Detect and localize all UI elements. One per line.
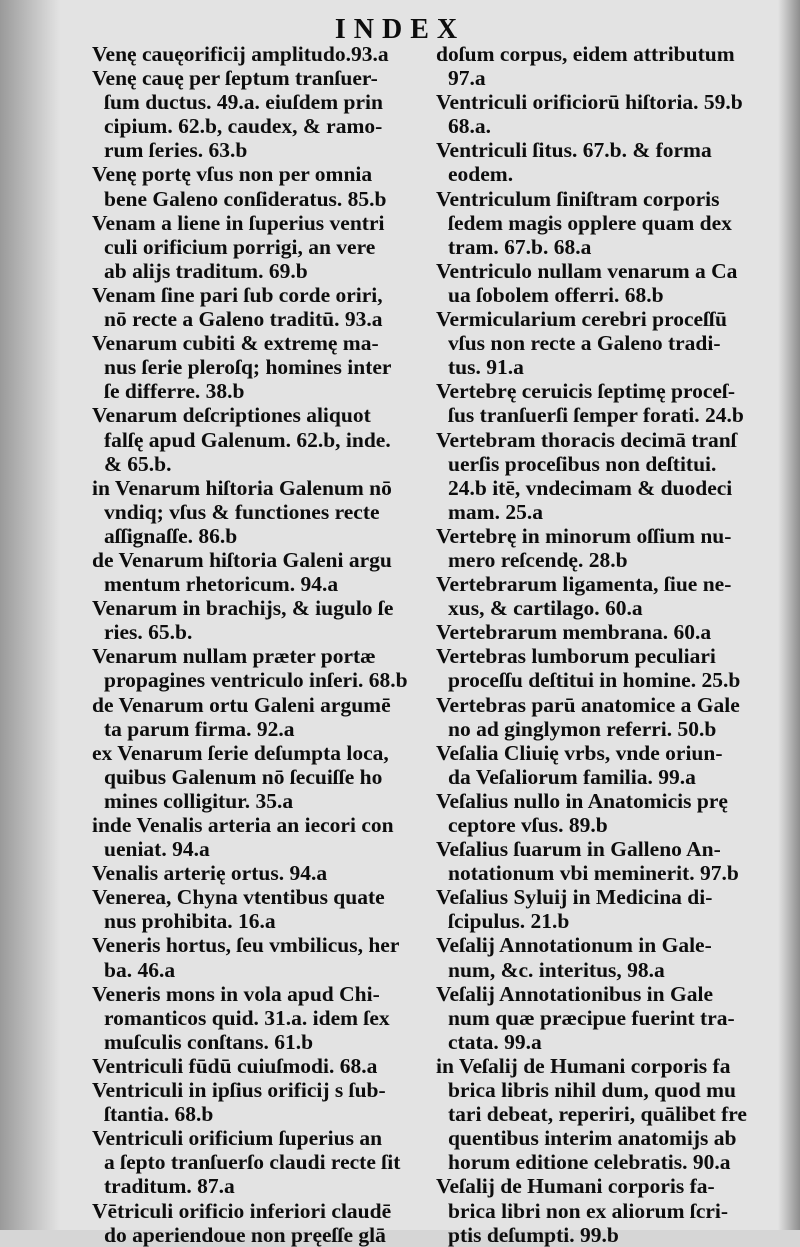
index-entry-line: Vermicularium cerebri proceſſū <box>436 307 727 332</box>
index-entry <box>436 789 766 837</box>
index-entry-line: ptis deſumpti. 99.b <box>448 1222 619 1247</box>
index-entry-line: tari debeat, reperiri, quālibet fre <box>448 1102 747 1127</box>
index-entry-line: Veneris hortus, ſeu vmbilicus, her <box>92 933 400 958</box>
index-entry-line: num quæ præcipue fuerint tra- <box>448 1005 735 1030</box>
index-entry-line: doſum corpus, eidem attributum <box>436 42 735 66</box>
right-column <box>436 42 766 1247</box>
index-entry-line: inde Venalis arteria an iecori con <box>92 813 394 837</box>
index-entry-line: Venę cauęorificij amplitudo.93.a <box>92 42 389 66</box>
index-entry-line: Venarum cubiti & extremę ma- <box>92 331 379 356</box>
index-entry-line: Ventriculi orificiorū hiſtoria. 59.b <box>436 90 743 115</box>
index-entry <box>436 620 766 644</box>
index-entry-line: Ventriculum ſiniſtram corporis <box>436 186 720 211</box>
index-entry-line: muſculis conſtans. 61.b <box>104 1029 314 1054</box>
index-entry-line: da Veſaliorum familia. 99.a <box>448 764 696 789</box>
index-entry <box>92 596 427 644</box>
index-entry-line: propagines ventriculo inſeri. 68.b <box>104 668 408 693</box>
index-entry <box>92 66 427 162</box>
index-entry <box>436 982 766 1054</box>
index-entry <box>436 885 766 933</box>
index-entry <box>436 379 766 427</box>
index-entry-line: ta parum firma. 92.a <box>104 716 295 741</box>
index-entry-line: de Venarum hiſtoria Galeni argu <box>92 547 392 572</box>
index-entry <box>92 331 427 403</box>
index-entry-line: nus ſerie pleroſq; homines inter <box>104 355 392 380</box>
index-entry-line: ueniat. 94.a <box>104 837 210 862</box>
index-entry <box>436 90 766 138</box>
index-entry-line: nus prohibita. 16.a <box>104 909 276 934</box>
index-entry-line: no ad ginglymon referri. 50.b <box>448 716 717 741</box>
index-entry-line: aſſignaſſe. 86.b <box>104 523 238 548</box>
index-entry-line: do aperiendoue non pręeſſe glā <box>104 1222 386 1247</box>
index-entry-line: ries. 65.b. <box>104 620 193 645</box>
index-entry-line: vndiq; vſus & functiones recte <box>104 499 380 524</box>
index-entry-line: ab alijs traditum. 69.b <box>104 258 308 283</box>
index-entry <box>92 42 427 66</box>
index-entry-line: Venę portę vſus non per omnia <box>92 162 373 187</box>
index-entry <box>436 42 766 90</box>
index-entry-line: ba. 46.a <box>104 957 176 982</box>
index-entry-line: Venam a liene in ſuperius ventri <box>92 210 385 235</box>
index-entry-line: ſedem magis opplere quam dex <box>448 210 732 235</box>
index-entry <box>92 741 427 813</box>
index-entry-line: ſe differre. 38.b <box>104 379 245 404</box>
index-entry-line: vſus non recte a Galeno tradi- <box>448 331 721 356</box>
index-entry <box>92 933 427 981</box>
index-entry-line: Venarum nullam præter portæ <box>92 644 376 669</box>
index-entry-line: proceſſu deſtitui in homine. 25.b <box>448 668 741 693</box>
index-entry <box>436 428 766 524</box>
index-entry-line: mero reſcendę. 28.b <box>448 547 628 572</box>
index-entry <box>92 693 427 741</box>
index-entry <box>92 283 427 331</box>
index-entry-line: Venarum in brachijs, & iugulo ſe <box>92 596 394 621</box>
index-entry <box>92 548 427 596</box>
index-entry-line: rum ſeries. 63.b <box>104 138 248 163</box>
index-entry <box>92 211 427 283</box>
index-entry-line: Veſalius nullo in Anatomicis prę <box>436 788 728 813</box>
index-entry-line: Venam ſine pari ſub corde oriri, <box>92 282 383 307</box>
index-entry-line: brica libri non ex aliorum ſcri- <box>448 1198 729 1223</box>
index-entry <box>436 138 766 186</box>
index-entry-line: Ventriculi in ipſius orificij s ſub- <box>92 1078 386 1103</box>
index-entry <box>436 933 766 981</box>
index-entry-line: Veſalij de Humani corporis fa- <box>436 1174 715 1199</box>
index-entry <box>92 1199 427 1247</box>
index-entry <box>92 813 427 861</box>
index-entry <box>436 187 766 259</box>
index-entry <box>92 861 427 885</box>
index-entry-line: ſum ductus. 49.a. eiuſdem prin <box>104 90 383 115</box>
index-entry-line: mam. 25.a <box>448 499 543 524</box>
index-entry-line: 97.a <box>448 66 486 91</box>
index-entry-line: brica libris nihil dum, quod mu <box>448 1078 736 1103</box>
index-entry-line: in Venarum hiſtoria Galenum nō <box>92 475 392 500</box>
index-entry-line: notationum vbi meminerit. 97.b <box>448 861 739 886</box>
index-entry-line: ctata. 99.a <box>448 1029 542 1054</box>
index-entry-line: Ventriculo nullam venarum a Ca <box>436 258 738 283</box>
index-entry-line: Vertebras parū anatomice a Gale <box>436 692 740 717</box>
index-entry-line: xus, & cartilago. 60.a <box>448 596 643 621</box>
index-entry <box>436 259 766 307</box>
index-entry-line: ſtantia. 68.b <box>104 1102 214 1127</box>
index-entry-line: ua ſobolem offerri. 68.b <box>448 282 664 307</box>
index-entry <box>92 1054 427 1078</box>
index-entry-line: Ventriculi ſitus. 67.b. & forma <box>436 138 712 163</box>
index-entry <box>436 524 766 572</box>
index-entry <box>92 644 427 692</box>
index-entry-line: Veſalia Cliuię vrbs, vnde oriun- <box>436 740 723 765</box>
index-entry-line: Vertebrarum ligamenta, ſiue ne- <box>436 572 732 597</box>
index-entry-line: horum editione celebratis. 90.a <box>448 1150 731 1175</box>
index-entry <box>436 693 766 741</box>
index-entry-line: culi orificium porrigi, an vere <box>104 234 376 259</box>
index-entry-line: mines colligitur. 35.a <box>104 788 294 813</box>
index-entry-line: & 65.b. <box>104 451 172 476</box>
index-entry-line: ceptore vſus. 89.b <box>448 813 608 837</box>
index-entry <box>92 162 427 210</box>
index-entry-line: Vertebrę ceruicis ſeptimę proceſ- <box>436 379 736 404</box>
index-entry <box>92 982 427 1054</box>
index-entry-line: in Veſalij de Humani corporis fa <box>436 1053 731 1078</box>
index-entry-line: ex Venarum ſerie deſumpta loca, <box>92 740 389 765</box>
index-entry-line: nō recte a Galeno traditū. 93.a <box>104 307 383 332</box>
index-entry-line: Ventriculi orificium ſuperius an <box>92 1126 383 1151</box>
index-entry-line: eodem. <box>448 162 514 187</box>
index-entry-line: num, &c. interitus, 98.a <box>448 957 665 982</box>
index-entry <box>436 572 766 620</box>
index-entry <box>436 1174 766 1246</box>
index-entry <box>436 837 766 885</box>
index-entry-line: uerſis proceſibus non deſtitui. <box>448 451 717 476</box>
index-entry-line: cipium. 62.b, caudex, & ramo- <box>104 114 383 139</box>
index-entry <box>436 741 766 789</box>
index-entry-line: Vertebram thoracis decimā tranſ <box>436 427 737 452</box>
index-entry <box>92 1078 427 1126</box>
index-entry-line: quibus Galenum nō ſecuiſſe ho <box>104 764 383 789</box>
index-entry-line: traditum. 87.a <box>104 1174 235 1199</box>
index-entry <box>436 1054 766 1174</box>
index-entry-line: ſcipulus. 21.b <box>448 909 570 934</box>
index-entry <box>92 885 427 933</box>
index-entry-line: Veſalius ſuarum in Galleno An- <box>436 837 721 862</box>
index-entry-line: Veneris mons in vola apud Chi- <box>92 981 380 1006</box>
index-entry-line: bene Galeno conſideratus. 85.b <box>104 186 387 211</box>
index-entry <box>436 307 766 379</box>
index-entry-line: Vertebrarum membrana. 60.a <box>436 620 712 645</box>
index-entry-line: Venerea, Chyna vtentibus quate <box>92 885 385 910</box>
index-entry <box>92 403 427 475</box>
index-entry-line: ſus tranſuerſi ſemper forati. 24.b <box>448 403 744 428</box>
index-entry-line: Vētriculi orificio inferiori claudē <box>92 1198 392 1223</box>
index-entry-line: Veſalij Annotationum in Gale- <box>436 933 712 958</box>
index-entry <box>92 476 427 548</box>
index-entry-line: Venę cauę per ſeptum tranſuer- <box>92 66 378 91</box>
index-entry-line: Vertebrę in minorum oſſium nu- <box>436 523 732 548</box>
index-entry-line: 68.a. <box>448 114 491 139</box>
index-entry-line: 24.b itē, vndecimam & duodeci <box>448 475 733 500</box>
index-entry-line: Veſalius Syluij in Medicina di- <box>436 885 713 910</box>
index-entry <box>92 1126 427 1198</box>
index-entry-line: tus. 91.a <box>448 355 524 380</box>
index-entry-line: quentibus interim anatomijs ab <box>448 1126 737 1151</box>
index-entry <box>436 644 766 692</box>
index-entry-line: falſę apud Galenum. 62.b, inde. <box>104 427 391 452</box>
page-header: INDEX <box>334 14 466 45</box>
index-entry-line: Venarum deſcriptiones aliquot <box>92 403 371 428</box>
index-entry-line: Vertebras lumborum peculiari <box>436 644 716 669</box>
index-entry-line: mentum rhetoricum. 94.a <box>104 572 339 597</box>
index-entry-line: romanticos quid. 31.a. idem ſex <box>104 1005 390 1030</box>
left-column <box>92 42 427 1247</box>
index-entry-line: Venalis arterię ortus. 94.a <box>92 861 328 886</box>
index-entry-line: de Venarum ortu Galeni argumē <box>92 692 391 717</box>
index-entry-line: tram. 67.b. 68.a <box>448 234 592 259</box>
index-entry-line: a ſepto tranſuerſo claudi recte ſit <box>104 1150 401 1175</box>
index-entry-line: Ventriculi fūdū cuiuſmodi. 68.a <box>92 1053 378 1078</box>
index-entry-line: Veſalij Annotationibus in Gale <box>436 981 713 1006</box>
